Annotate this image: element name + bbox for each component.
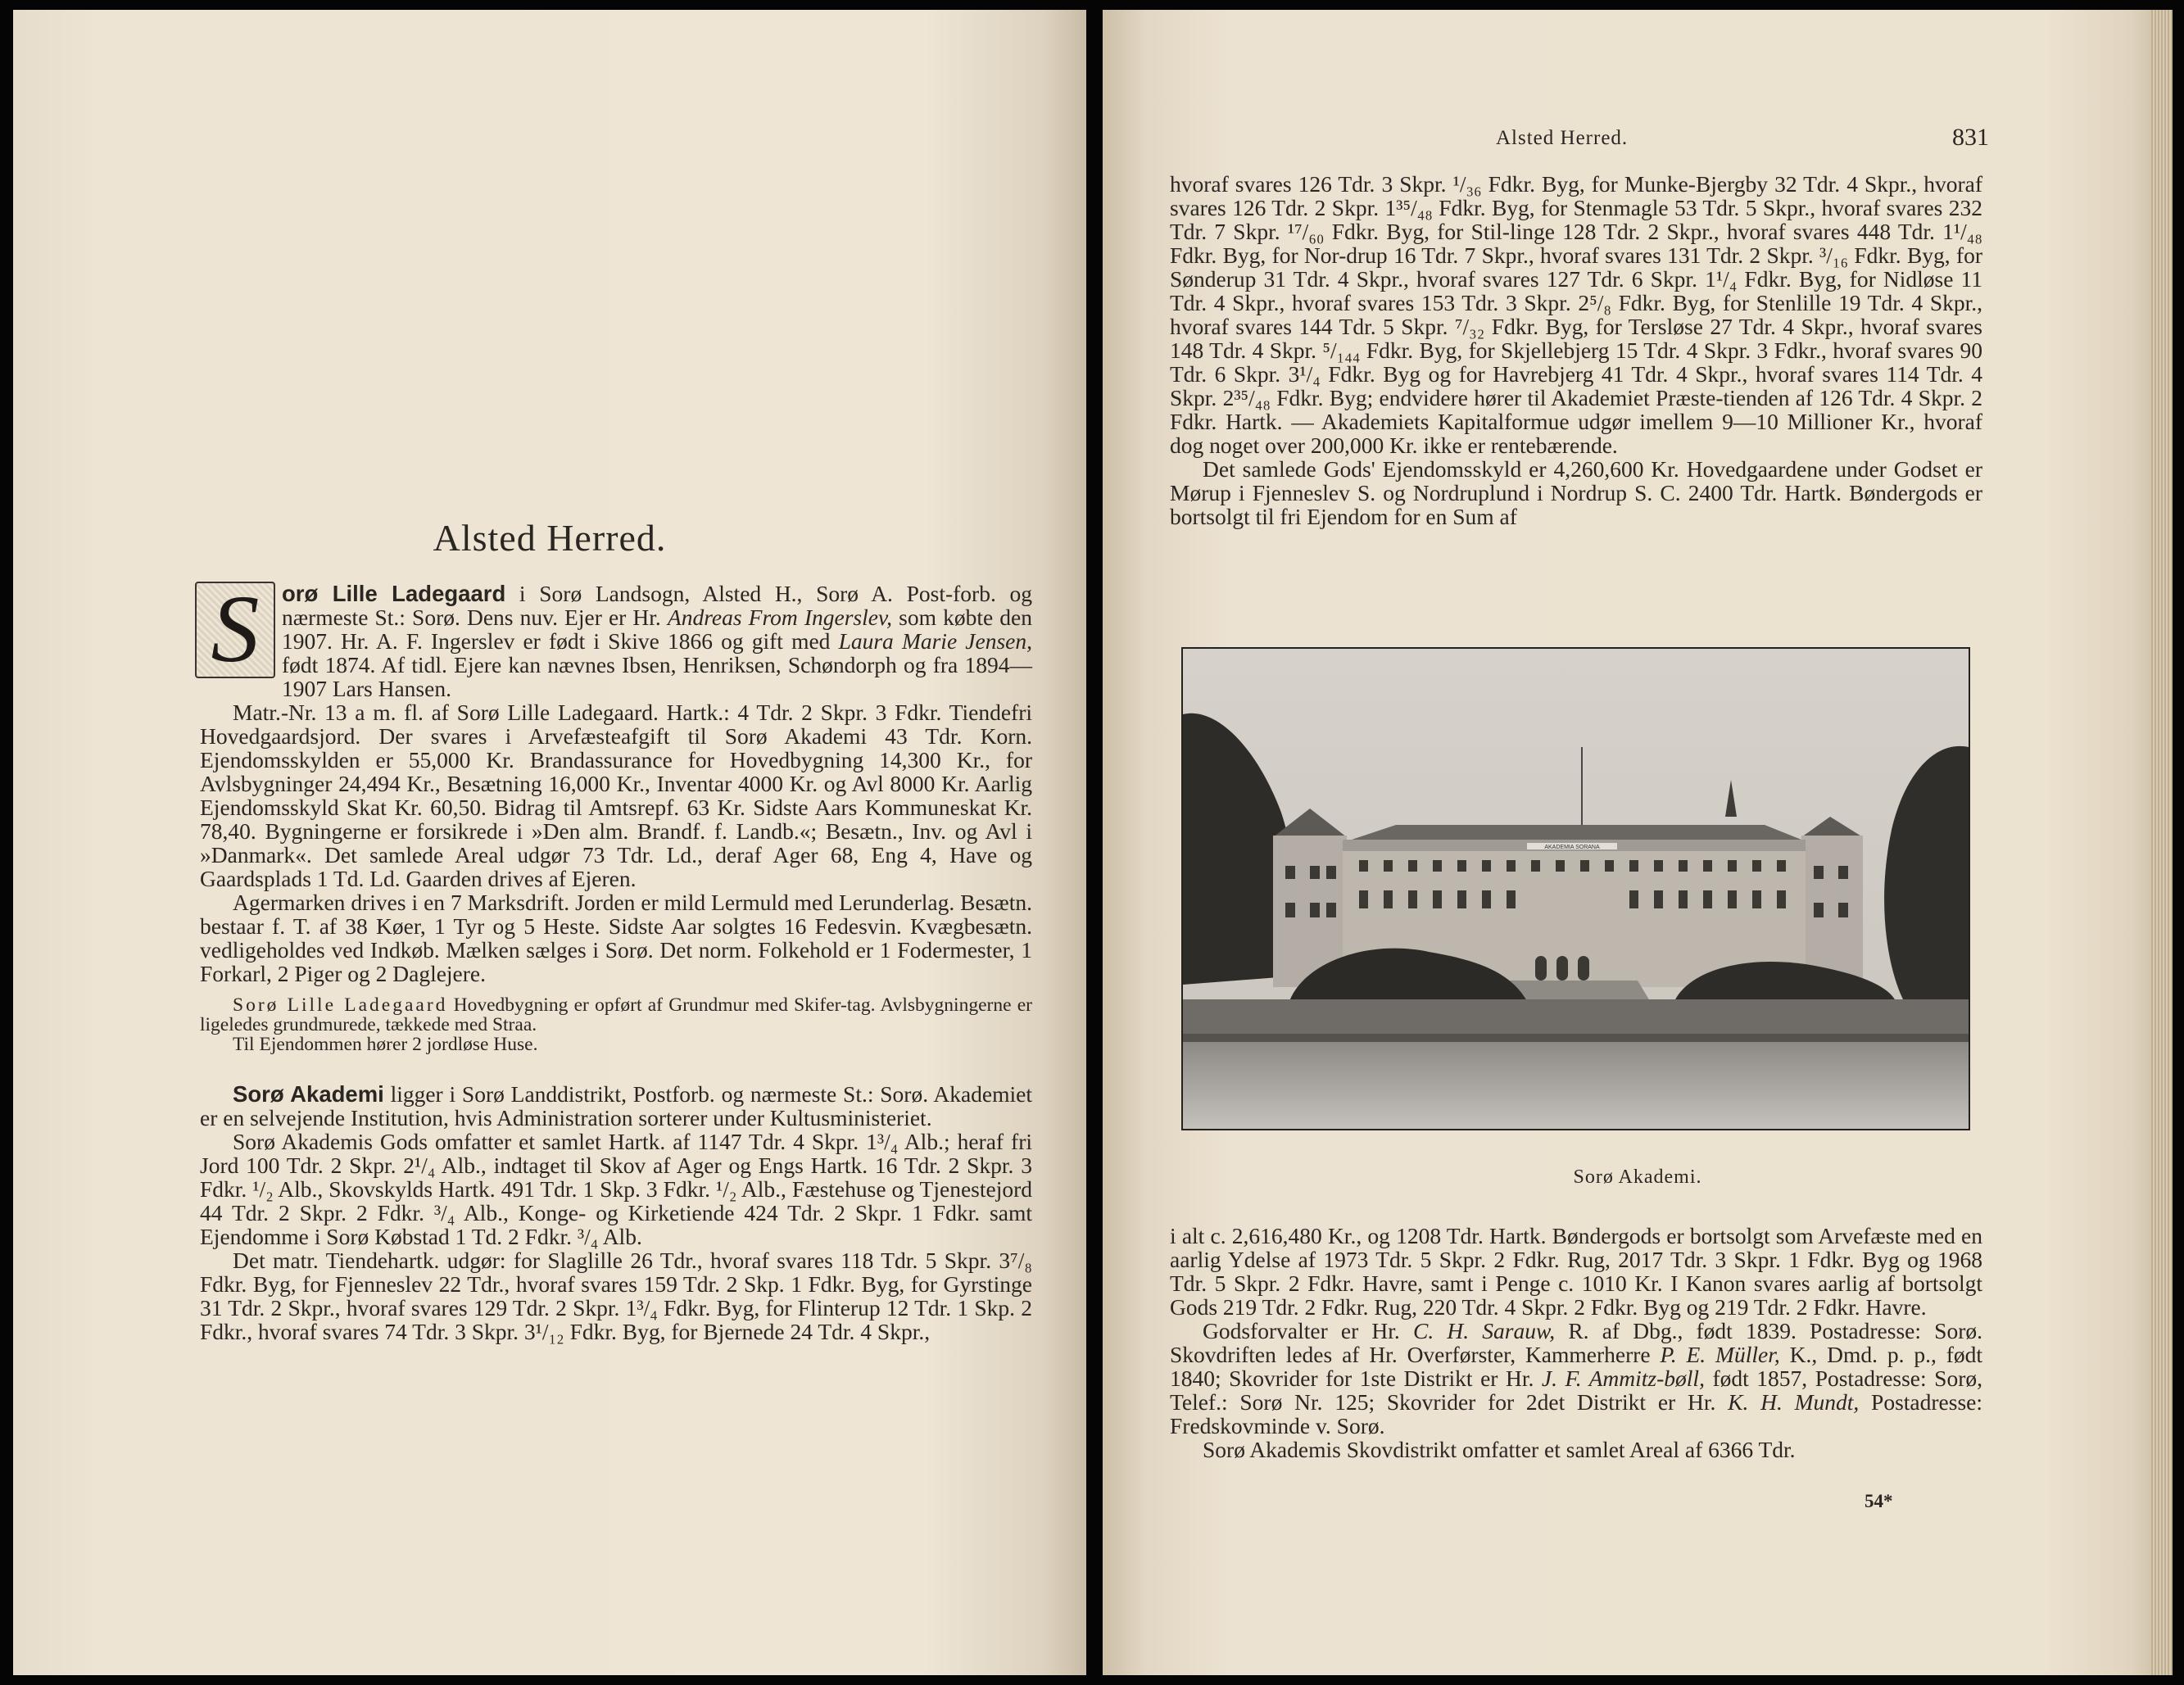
text-span: Postadresse: Fredskovminde v. Sorø. — [1170, 1389, 1982, 1438]
drop-cap-letter: S — [211, 575, 260, 682]
entry-text: født 1874. Af tidl. Ejere kan nævnes Ibsen, Henriksen, Schøndorph og fra 1894—1907 Lars Hansen. — [282, 652, 1032, 701]
entry-paragraph — [200, 575, 1033, 701]
text-paragraph: hvoraf svares 126 Tdr. 3 Skpr. ¹/₃₆ Fdkr. Byg, for Munke-Bjergby 32 Tdr. 4 Skpr., hvoraf svares 126 Tdr. 2 Skpr. 1³⁵/₄₈ Fdkr. Byg, for Stenmagle 53 Tdr. 5 Skpr., hvoraf svares 232 Tdr. 7 Skpr. ¹⁷/₆₀ Fdkr. Byg, for Stil-linge 128 Tdr. 2 Skpr., hvoraf svares 448 Tdr. 1¹/₄₈ Fdkr. Byg, for Nor-drup 16 Tdr. 7 Skpr., hvoraf svares 131 Tdr. 2 Skpr. ³/₁₆ Fdkr. Byg, for Sønderup 31 Tdr. 4 Skpr., hvoraf svares 127 Tdr. 6 Skpr. 1¹/₄ Fdkr. Byg, for Nidløse 11 Tdr. 4 Skpr., hvoraf svares 153 Tdr. 3 Skpr. 2⁵/₈ Fdkr. Byg, for Stenlille 19 Tdr. 4 Skpr., hvoraf svares 144 Tdr. 5 Skpr. ⁷/₃₂ Fdkr. Byg, for Tersløse 27 Tdr. 4 Skpr., hvoraf svares 148 Tdr. 4 Skpr. ⁵/₁₄₄ Fdkr. Byg, for Skjellebjerg 15 Tdr. 4 Skpr. 3 Fdkr., hvoraf svares 90 Tdr. 6 Skpr. 3¹/₄ Fdkr. Byg og for Havrebjerg 41 Tdr. 4 Skpr., hvoraf svares 114 Tdr. 4 Skpr. 2³⁵/₄₈ Fdkr. Byg; endvidere hører til Akademiet Præste-tienden af 126 Tdr. 4 Skpr. 2 Fdkr. Hartk. — Akademiets Kapitalformue udgør imellem 9—10 Millioner Kr., hvoraf dog noget over 200,000 Kr. ikke er rentebærende. — [1170, 171, 1982, 458]
photo-caption: Sorø Akademi. — [1573, 1166, 1702, 1188]
entry-paragraph: Det matr. Tiendehartk. udgør: for Slaglille 26 Tdr., hvoraf svares 118 Tdr. 5 Skpr. 3⁷/₈ Fdkr. Byg, for Fjenneslev 22 Tdr., hvoraf svares 159 Tdr. 2 Skp. 1 Fdkr. Byg, for Gyrstinge 31 Tdr. 2 Skpr., hvoraf svares 129 Tdr. 2 Skpr. 1³/₄ Fdkr. Byg, for Flinterup 12 Tdr. 1 Skp. 2 Fdkr., hvoraf svares 74 Tdr. 3 Skpr. 3¹/₁₂ Fdkr. Byg, for Bjernede 24 Tdr. 4 Skpr., — [200, 1248, 1032, 1344]
note-spaced-name: Sorø Lille Ladegaard — [233, 994, 448, 1016]
text-span: Godsforvalter er Hr. — [1203, 1318, 1413, 1343]
text-span: K., Dmd. p. p., født 1840; Skovrider for 1ste Distrikt er Hr. — [1170, 1342, 1982, 1391]
text-span: født 1857, Postadresse: Sorø, Telef.: Sorø Nr. 125; Skovrider for 2det Distrikt er Hr. — [1170, 1366, 1982, 1415]
text-paragraph: Det samlede Gods' Ejendomsskyld er 4,260,600 Kr. Hovedgaardene under Godset er Mørup i Fjenneslev S. og Nordruplund i Nordrup S. C. 2400 Tdr. Hartk. Bøndergods er bortsolgt til fri Ejendom for en Sum af — [1170, 456, 1982, 529]
person-name: P. E. Müller, — [1660, 1342, 1780, 1367]
entry-text: som købte den 1907. Hr. A. F. Ingerslev er født i Skive 1866 og gift med — [282, 605, 1032, 654]
person-name: C. H. Sarauw, — [1412, 1318, 1556, 1343]
section-title: Alsted Herred. — [433, 517, 667, 559]
person-name: J. F. Ammitz-bøll, — [1541, 1366, 1705, 1391]
note-text: Hovedbygning er opført af Grundmur med Skifer-tag. Avlsbygningerne er ligeledes grundmurede, tækkede med Straa. — [200, 994, 1032, 1035]
text-paragraph: Sorø Akademis Skovdistrikt omfatter et samlet Areal af 6366 Tdr. — [1203, 1437, 1796, 1462]
running-head: Alsted Herred. — [1496, 127, 1629, 149]
wife-name: Laura Marie Jensen, — [838, 628, 1032, 654]
signature-mark: 54* — [1865, 1491, 1893, 1511]
text-top — [1170, 172, 1982, 528]
page-number: 831 — [1952, 124, 1989, 151]
entry-name: Sorø Akademi — [233, 1081, 384, 1107]
photo-sign-text: AKADEMIA SORANA — [1544, 845, 1600, 850]
text-span: R. af Dbg., født 1839. Postadresse: Sorø. Skovdriften ledes af Hr. Overførster, Kammerherre — [1170, 1318, 1982, 1367]
building-note: Til Ejendommen hører 2 jordløse Huse. — [233, 1034, 538, 1055]
entry-name: orø Lille Ladegaard — [282, 581, 506, 606]
entry-text: ligger i Sorø Landdistrikt, Postforb. og nærmeste St.: Sorø. Akademiet er en selvejende Institution, hvis Administration sorterer under Kultusministeriet. — [200, 1081, 1032, 1130]
left-page — [13, 10, 1086, 1675]
person-name: K. H. Mundt, — [1728, 1389, 1860, 1415]
drop-cap — [195, 575, 275, 682]
owner-name: Andreas From Ingerslev, — [667, 605, 893, 630]
text-bottom — [1170, 1224, 1982, 1461]
entry-soro-lille-ladegaard — [200, 575, 1033, 1344]
building-photo — [1183, 649, 1969, 1129]
entry-paragraph: Sorø Akademis Gods omfatter et samlet Hartk. af 1147 Tdr. 4 Skpr. 1³/₄ Alb.; heraf fri Jord 100 Tdr. 2 Skpr. 2¹/₄ Alb., indtaget til Skov af Ager og Engs Hartk. 16 Tdr. 2 Skpr. 3 Fdkr. ¹/₂ Alb., Skovskylds Hartk. 491 Tdr. 1 Skp. 3 Fdkr. ¹/₂ Alb., Fæstehuse og Tjenestejord 44 Tdr. 2 Skpr. 2 Fdkr. ³/₄ Alb., Konge- og Kirketiende 424 Tdr. 2 Skpr. 1 Fdkr. samt Ejendomme i Sorø Købstad 1 Td. 2 Fdkr. ³/₄ Alb. — [200, 1129, 1032, 1249]
right-page — [1103, 10, 2173, 1675]
text-paragraph: i alt c. 2,616,480 Kr., og 1208 Tdr. Hartk. Bøndergods er bortsolgt som Arvefæste med en aarlig Ydelse af 1973 Tdr. 5 Skpr. 2 Fdkr. Rug, 2017 Tdr. 3 Skpr. 1 Fdkr. Byg og 1968 Tdr. 5 Skpr. 2 Fdkr. Havre, samt i Penge c. 1010 Kr. I Kanon svares aarlig af bortsolgt Gods 219 Tdr. 2 Fdkr. Rug, 220 Tdr. 4 Skpr. 2 Fdkr. Byg og 219 Tdr. 2 Fdkr. Havre. — [1170, 1223, 1982, 1320]
building-note — [200, 995, 1032, 1035]
entry-paragraph: Agermarken drives i en 7 Marksdrift. Jorden er mild Lermuld med Lerunderlag. Besætn. bestaar f. T. af 38 Køer, 1 Tyr og 5 Heste. Sidste Aar solgtes 16 Fedesvin. Kvægbesætn. vedligeholdes ved Indkøb. Mælken sælges i Sorø. Det norm. Folkehold er 1 Fodermester, 1 Forkarl, 2 Piger og 2 Daglejere. — [200, 890, 1032, 986]
entry-text: i Sorø Landsogn, Alsted H., Sorø A. Post-forb. og nærmeste St.: Sorø. Dens nuv. Ejer er Hr. — [282, 581, 1033, 630]
text-paragraph — [1170, 1319, 1982, 1438]
photo-soro-akademi — [1181, 647, 1970, 1130]
entry-paragraph — [200, 1082, 1032, 1130]
entry-paragraph: Matr.-Nr. 13 a m. fl. af Sorø Lille Ladegaard. Hartk.: 4 Tdr. 2 Skpr. 3 Fdkr. Tiendefri Hovedgaardsjord. Der svares i Arvefæsteafgift til Sorø Akademi 43 Tdr. Korn. Ejendomsskylden er 55,000 Kr. Brandassurance for Hovedbygning 14,300 Kr., for Avlsbygninger 24,494 Kr., Besætning 16,000 Kr., Inventar 4000 Kr. og Avl 8000 Kr. Aarlig Ejendomsskyld Skat Kr. 60,50. Bidrag til Amtsrepf. 63 Kr. Sidste Aars Kommuneskat Kr. 78,40. Bygningerne er forsikrede i »Den alm. Brandf. f. Landb.«; Besætn., Inv. og Avl i »Danmark«. Det samlede Areal udgør 73 Tdr. Ld., deraf Ager 68, Eng 4, Have og Gaardsplads 1 Td. Ld. Gaarden drives af Ejeren. — [200, 700, 1032, 891]
